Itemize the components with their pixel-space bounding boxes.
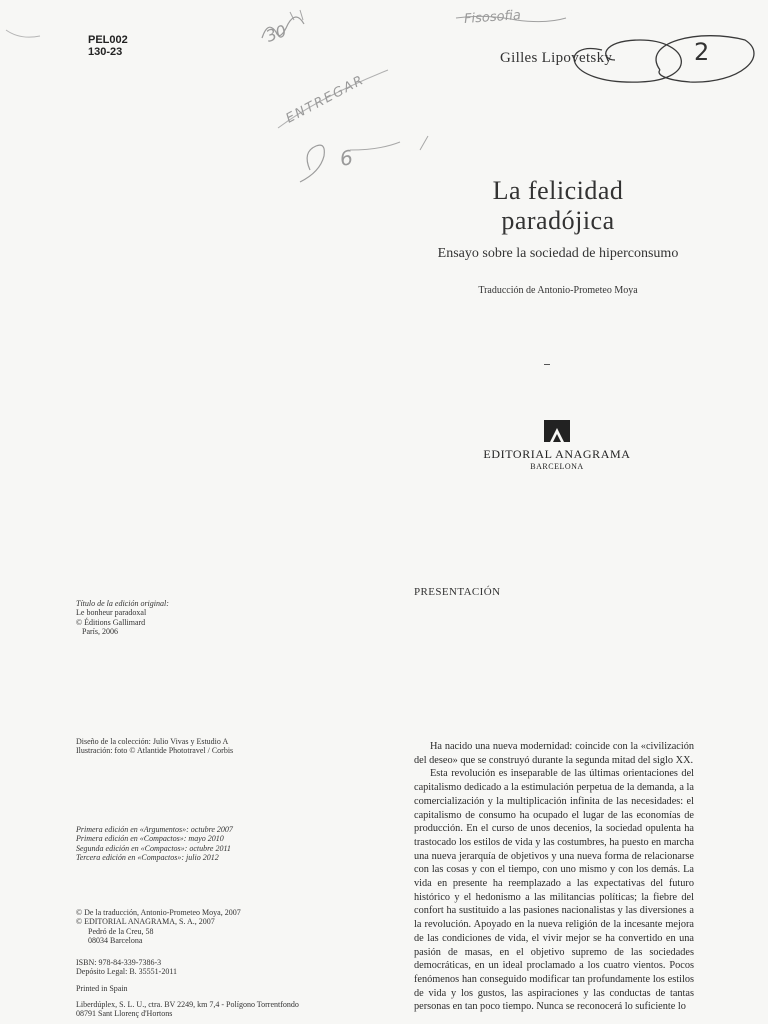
design-credits xyxy=(76,737,316,756)
translator-credit: Traducción de Antonio-Prometeo Moya xyxy=(478,285,638,296)
scribble-left: ENTREGAR xyxy=(283,72,368,127)
circled-number: 2 xyxy=(694,38,710,66)
title-line-2: paradójica xyxy=(501,206,615,235)
isbn-block xyxy=(76,958,326,977)
edition-line: Tercera edición en «Compactos»: julio 2012 xyxy=(76,853,219,863)
original-title: Le bonheur paradoxal xyxy=(76,608,147,618)
legal-deposit-line: Depósito Legal: B. 35551-2011 xyxy=(76,967,178,977)
edition-line: Primera edición en «Argumentos»: octubre 2007 xyxy=(76,825,233,834)
printer-block xyxy=(76,1000,346,1019)
presentation-heading: PRESENTACIÓN xyxy=(414,586,501,598)
original-title-label: Título de la edición original: xyxy=(76,599,169,608)
author-name: Gilles Lipovetsky xyxy=(500,50,613,66)
title-line-1: La felicidad xyxy=(492,176,624,205)
publisher-city: BARCELONA xyxy=(530,462,584,471)
address-line: 08034 Barcelona xyxy=(88,936,143,946)
body-paragraph: Ha nacido una nueva modernidad: coincide con la «civilización del deseo» que se construyó durante la segunda mitad del siglo XX. xyxy=(414,741,694,766)
printed-in: Printed in Spain xyxy=(76,984,128,993)
scribble-code: 30 xyxy=(263,21,289,46)
publisher-name: EDITORIAL ANAGRAMA xyxy=(483,447,631,461)
translation-copyright: © De la traducción, Antonio-Prometeo Moya, 2007 xyxy=(76,908,241,917)
printer-line: Liberdúplex, S. L. U., ctra. BV 2249, km 7,4 - Polígono Torrentfondo xyxy=(76,1000,299,1009)
book-subtitle: Ensayo sobre la sociedad de hiperconsumo xyxy=(437,246,679,261)
scribble-mark xyxy=(6,30,40,37)
scribble-mark xyxy=(350,136,428,150)
original-place: París, 2006 xyxy=(82,627,118,637)
printer-line: 08791 Sant Llorenç d'Hortons xyxy=(76,1009,173,1019)
edition-line: Segunda edición en «Compactos»: octubre 2011 xyxy=(76,843,231,853)
code-line-2: 130-23 xyxy=(88,46,123,58)
anagrama-logo-icon xyxy=(544,420,570,442)
code-line-1: PEL002 xyxy=(88,34,128,46)
presentation-body xyxy=(414,740,694,1014)
scribble-mid: 6 xyxy=(338,145,355,171)
original-edition-block xyxy=(76,599,296,637)
editions-list xyxy=(76,825,316,863)
divider-dash xyxy=(544,364,550,365)
copyright-block xyxy=(76,908,326,946)
isbn-line: ISBN: 978-84-339-7386-3 xyxy=(76,958,162,967)
illustration-line: Ilustración: foto © Atlantide Phototravel / Corbis xyxy=(76,746,234,756)
publisher-copyright: © EDITORIAL ANAGRAMA, S. A., 2007 xyxy=(76,917,215,927)
design-line: Diseño de la colección: Julio Vivas y Estudio A xyxy=(76,737,229,746)
scribble-top: Fisosofia xyxy=(463,8,522,27)
original-copyright: © Éditions Gallimard xyxy=(76,617,146,627)
address-line: Pedró de la Creu, 58 xyxy=(88,926,154,936)
scribble-mark xyxy=(300,145,324,182)
book-title xyxy=(420,176,696,236)
edition-line: Primera edición en «Compactos»: mayo 2010 xyxy=(76,834,224,844)
body-paragraph: Esta revolución es inseparable de las últimas orientaciones del capitalismo dedicado a la estimulación perpetua de la demanda, a la comercialización y la multiplicación infinita de las necesidades: el capitalismo de consumo ha ocupado el lugar de las economías de producción. En el curso de unos decenios, la sociedad opulenta ha trastocado los estilos de vida y las costumbres, ha puesto en marcha una nueva jerarquía de objetivos y una nueva forma de relacionarse con las cosas y con el tiempo, con uno mismo y con los demás. La vida en presente ha reemplazado a las expectativas del futuro histórico y el hedonismo a las militancias políticas; la fiebre del confort ha sustituido a las pasiones nacionalistas y las diversiones a la revolución. Apoyado en la nueva religión de la incesante mejora de las condiciones de vida, el vivir mejor se ha convertido en una pasión de masas, en el objetivo supremo de las sociedades democráticas, en un ideal proclamado a los cuatro vientos. Pocos fenómenos han conseguido modificar tan profundamente los estilos de vida y los gustos, las aspiraciones y las conductas de tantas personas en tan poco tiempo. Nunca se reconocerá lo suficiente lo xyxy=(414,768,694,1013)
